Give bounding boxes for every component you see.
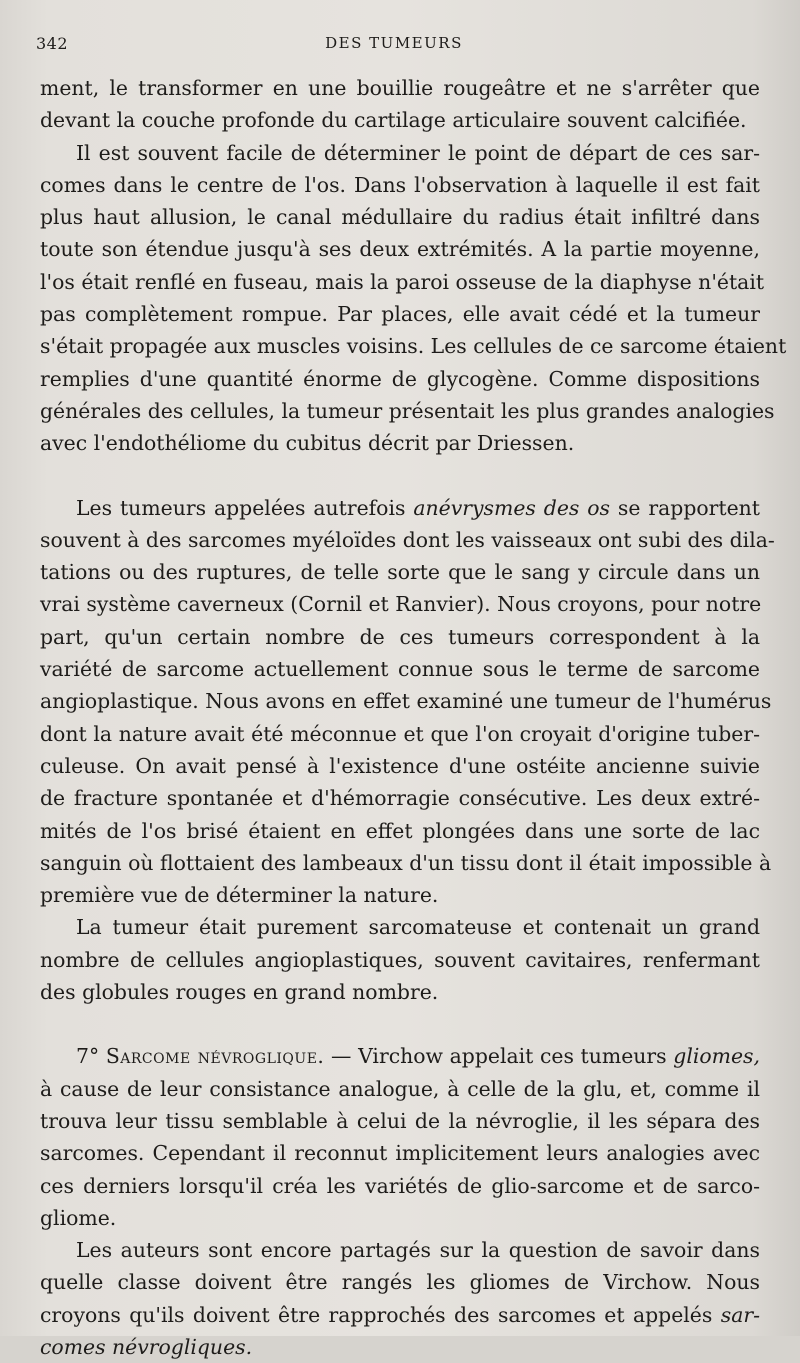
- text-run: croyons qu'ils doivent être rapprochés des sarcomes et appelés: [40, 1302, 721, 1327]
- text-line: variété de sarcome actuellement connue sous le terme de sarcome: [40, 657, 760, 682]
- text-line: ment, le transformer en une bouillie rougeâtre et ne s'arrêter que: [40, 76, 760, 100]
- text-line: Il est souvent facile de déterminer le point de départ de ces sar-: [76, 140, 760, 165]
- text-line: Les auteurs sont encore partagés sur la question de savoir dans: [76, 1238, 760, 1263]
- paragraph-3: [40, 492, 775, 912]
- text-line: dont la nature avait été méconnue et que l'on croyait d'origine tuber-: [40, 721, 760, 746]
- paragraph-4: [40, 911, 760, 1008]
- section-number: 7°: [76, 1044, 106, 1069]
- text-line: vrai système caverneux (Cornil et Ranvier). Nous croyons, pour notre: [40, 592, 762, 617]
- text-line: ces derniers lorsqu'il créa les variétés de glio-sarcome et de sarco-: [40, 1173, 760, 1198]
- text-line: s'était propagée aux muscles voisins. Les cellules de ce sarcome étaient: [40, 334, 787, 359]
- text-line: sarcomes. Cependant il reconnut implicitement leurs analogies avec: [40, 1141, 760, 1166]
- text-line: nombre de cellules angioplastiques, souvent cavitaires, renfermant: [40, 947, 760, 972]
- paragraph-5: [40, 1040, 760, 1234]
- text-line: l'os était renflé en fuseau, mais la paroi osseuse de la diaphyse n'était: [40, 269, 765, 294]
- text-line: culeuse. On avait pensé à l'existence d'une ostéite ancienne suivie: [40, 753, 760, 778]
- italic-term: gliomes,: [673, 1044, 760, 1069]
- text-line: générales des cellules, la tumeur présentait les plus grandes analogies: [40, 398, 775, 423]
- text-line: [40, 1299, 760, 1331]
- paragraph-6: [40, 1234, 760, 1363]
- text-line: sanguin où flottaient des lambeaux d'un tissu dont il était impossible à: [40, 850, 772, 875]
- text-run: se rapportent: [610, 495, 760, 520]
- paragraph-gap: [40, 1008, 760, 1040]
- text-line: [40, 492, 760, 524]
- text-line: angioplastique. Nous avons en effet examiné une tumeur de l'humérus: [40, 689, 772, 714]
- page-number: 342: [36, 34, 69, 53]
- text-line: souvent à des sarcomes myéloïdes dont les vaisseaux ont subi des dila-: [40, 527, 775, 552]
- text-run: Les tumeurs appelées autrefois: [76, 495, 414, 520]
- paragraph-2: [40, 137, 787, 460]
- text-line: remplies d'une quantité énorme de glycogène. Comme dispositions: [40, 366, 760, 391]
- text-line: mités de l'os brisé étaient en effet plongées dans une sorte de lac: [40, 818, 760, 843]
- text-line: gliome.: [40, 1205, 117, 1230]
- body-text: [40, 72, 787, 1363]
- text-line: pas complètement rompue. Par places, elle avait cédé et la tumeur: [40, 302, 760, 327]
- text-line: quelle classe doivent être rangés les gliomes de Virchow. Nous: [40, 1270, 760, 1295]
- paragraph-gap: [40, 460, 760, 492]
- text-line: de fracture spontanée et d'hémorragie consécutive. Les deux extré-: [40, 786, 760, 811]
- page-header: [36, 34, 752, 58]
- text-line: à cause de leur consistance analogue, à celle de la glu, et, comme il: [40, 1076, 760, 1101]
- text-line: La tumeur était purement sarcomateuse et contenait un grand: [76, 915, 760, 940]
- italic-term: sar-: [720, 1302, 760, 1327]
- italic-term: anévrysmes des os: [413, 495, 611, 520]
- section-heading: Sarcome névroglique.: [105, 1044, 325, 1069]
- text-line: tations ou des ruptures, de telle sorte que le sang y circule dans un: [40, 560, 760, 585]
- text-run: — Virchow appelait ces tumeurs: [324, 1044, 674, 1069]
- text-line: des globules rouges en grand nombre.: [40, 980, 439, 1005]
- text-line: avec l'endothéliome du cubitus décrit par Driessen.: [40, 431, 575, 456]
- text-line: toute son étendue jusqu'à ses deux extrémités. A la partie moyenne,: [40, 237, 760, 262]
- text-line: [40, 1040, 760, 1072]
- italic-term: comes névrogliques.: [40, 1334, 253, 1359]
- running-title: DES TUMEURS: [325, 34, 463, 52]
- text-line: plus haut allusion, le canal médullaire du radius était infiltré dans: [40, 205, 760, 230]
- text-line: devant la couche profonde du cartilage articulaire souvent calcifiée.: [40, 108, 747, 133]
- paragraph-1: [40, 72, 760, 137]
- text-line: première vue de déterminer la nature.: [40, 883, 439, 908]
- text-line: trouva leur tissu semblable à celui de la névroglie, il les sépara des: [40, 1108, 760, 1133]
- text-line: comes dans le centre de l'os. Dans l'observation à laquelle il est fait: [40, 172, 760, 197]
- text-line: part, qu'un certain nombre de ces tumeurs correspondent à la: [40, 624, 760, 649]
